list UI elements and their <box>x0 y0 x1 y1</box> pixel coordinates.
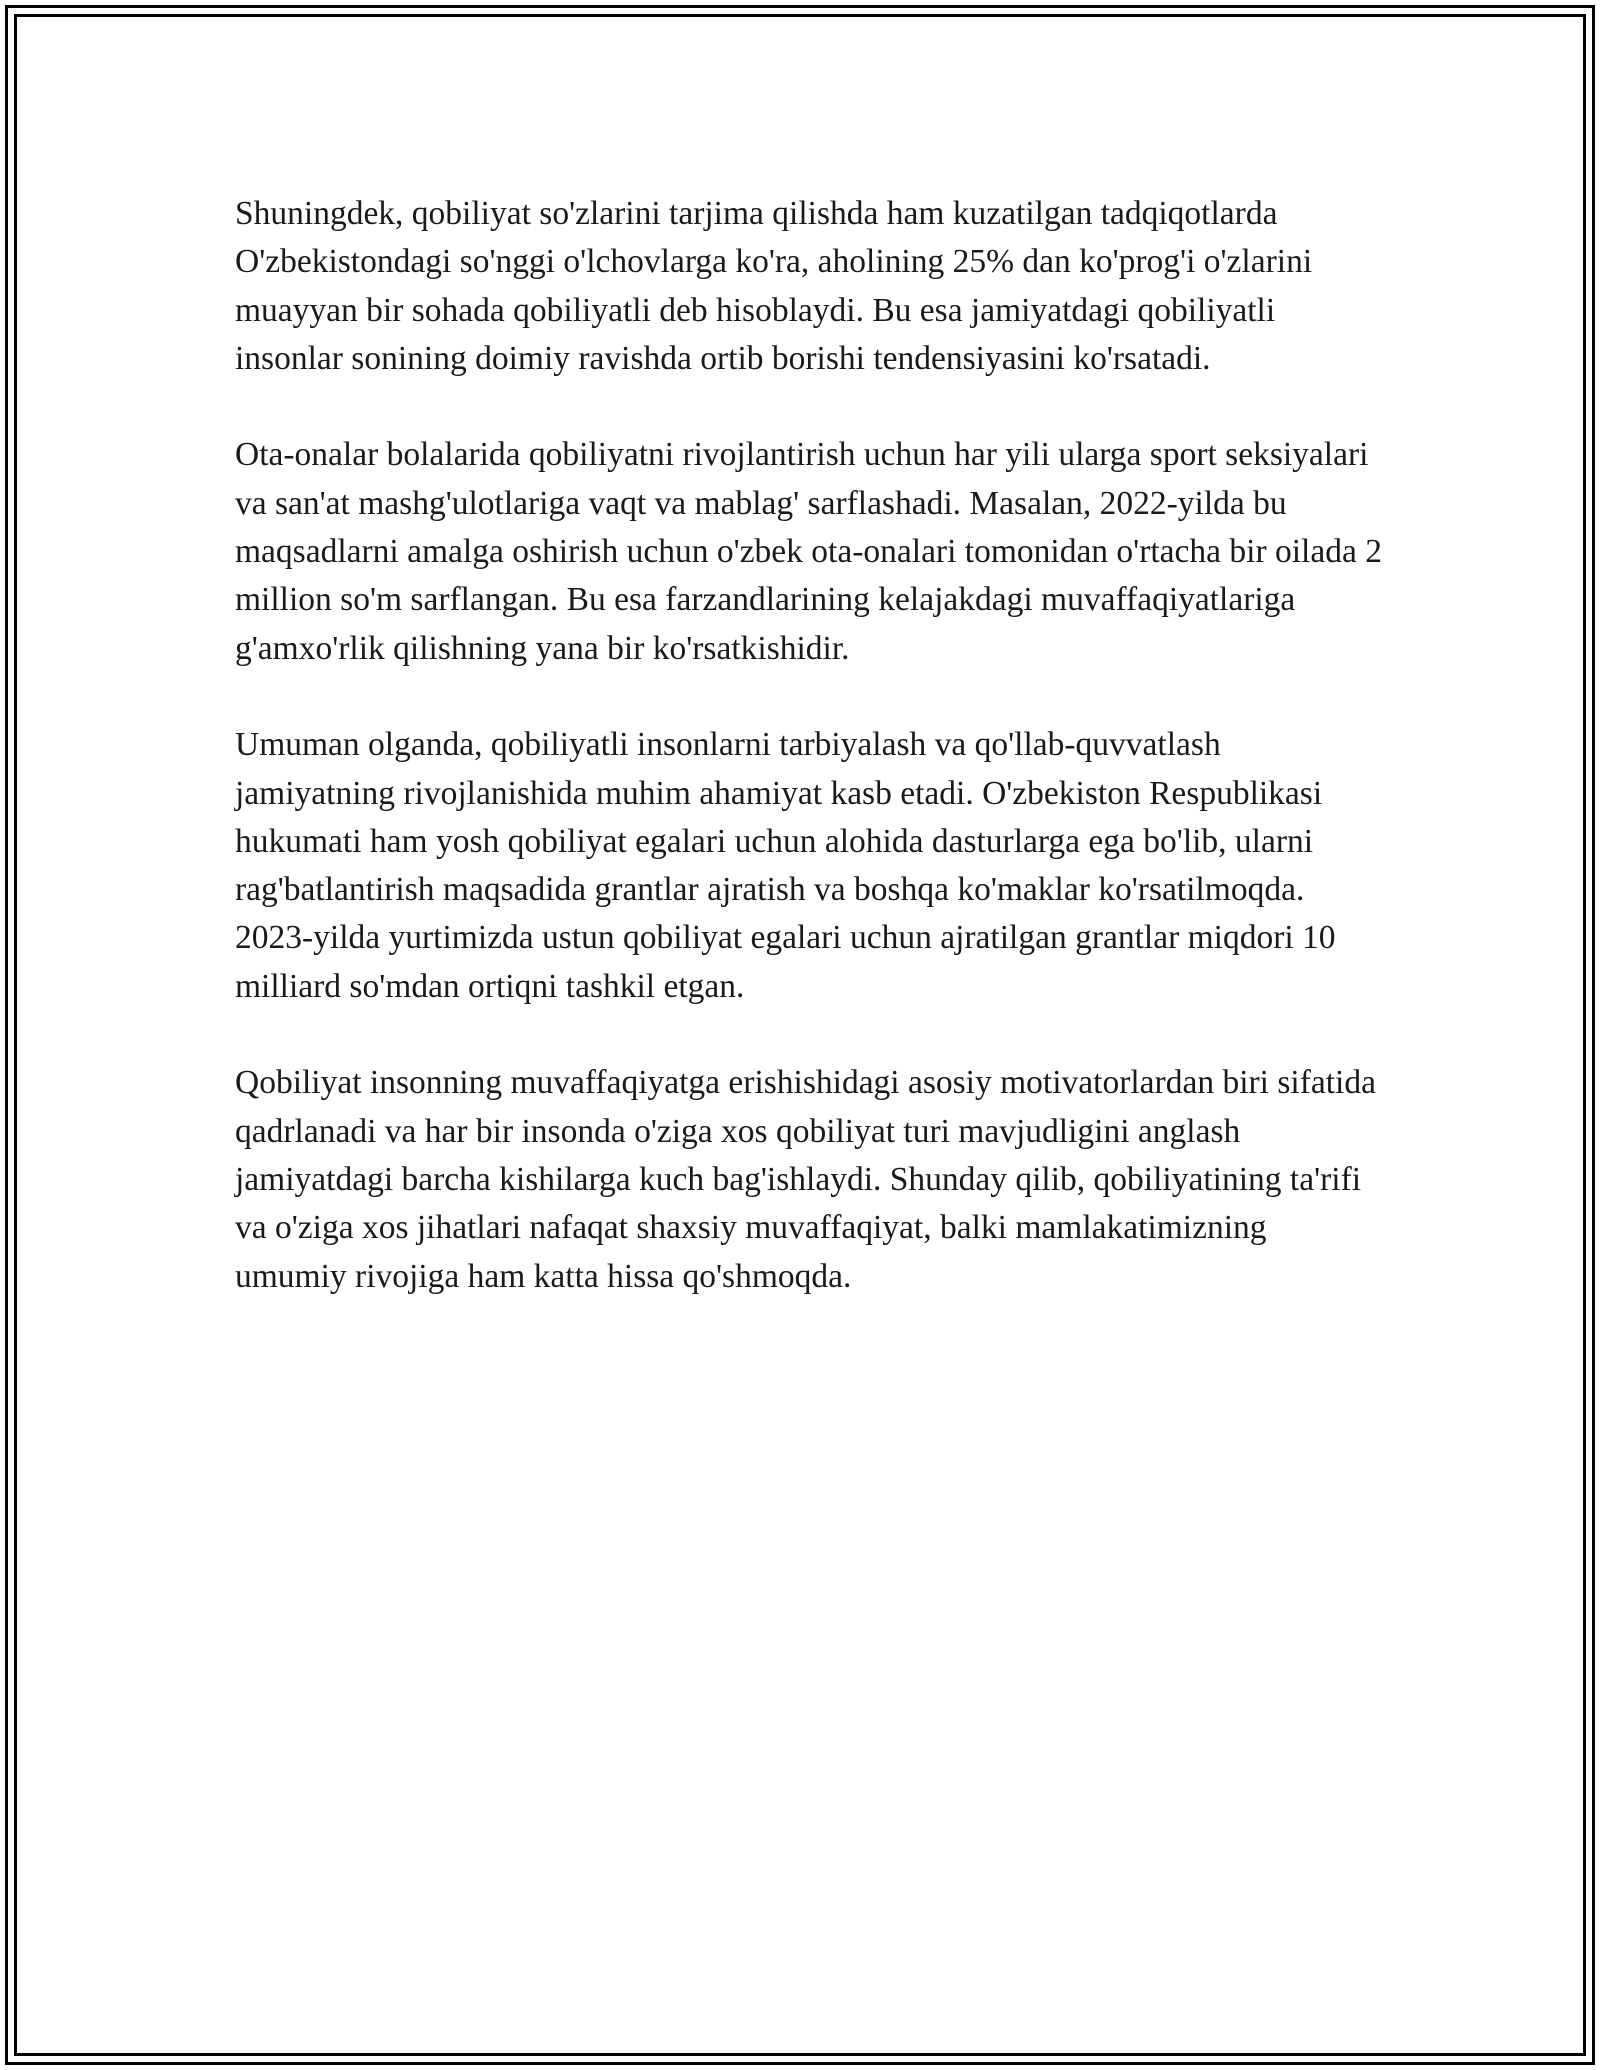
paragraph-4: Qobiliyat insonning muvaffaqiyatga erishishidagi asosiy motivatorlardan biri sifatida qadrlanadi va har bir insonda o'ziga xos qobiliyat turi mavjudligini anglash jamiyatdagi barcha kishilarga kuch bag'ishlaydi. Shunday qilib, qobiliyatining ta'rifi va o'ziga xos jihatlari nafaqat shaxsiy muvaffaqiyat, balki mamlakatimizning umumiy rivojiga ham katta hissa qo'shmoqda. <box>235 1064 1376 1295</box>
paragraph-3: Umuman olganda, qobiliyatli insonlarni tarbiyalash va qo'llab-quvvatlash jamiyatning rivojlanishida muhim ahamiyat kasb etadi. O'zbekiston Respublikasi hukumati ham yosh qobiliyat egalari uchun alohida dasturlarga ega bo'lib, ularni rag'batlantirish maqsadida grantlar ajratish va boshqa ko'maklar ko'rsatilmoqda. 2023-yilda yurtimizda ustun qobiliyat egalari uchun ajratilgan grantlar miqdori 10 milliard so'mdan ortiqni tashkil etgan. <box>235 726 1336 1005</box>
paragraph-1: Shuningdek, qobiliyat so'zlarini tarjima qilishda ham kuzatilgan tadqiqotlarda O'zbekistondagi so'nggi o'lchovlarga ko'ra, aholining 25% dan ko'prog'i o'zlarini muayyan bir sohada qobiliyatli deb hisoblaydi. Bu esa jamiyatdagi qobiliyatli insonlar sonining doimiy ravishda ortib borishi tendensiyasini ko'rsatadi. <box>235 195 1313 377</box>
paragraph-2: Ota-onalar bolalarida qobiliyatni rivojlantirish uchun har yili ularga sport seksiyalari va san'at mashg'ulotlariga vaqt va mablag' sarflashadi. Masalan, 2022-yilda bu maqsadlarni amalga oshirish uchun o'zbek ota-onalari tomonidan o'rtacha bir oilada 2 million so'm sarflangan. Bu esa farzandlarining kelajakdagi muvaffaqiyatlariga g'amxo'rlik qilishning yana bir ko'rsatkishidir. <box>235 436 1382 667</box>
document-body <box>235 190 1385 1349</box>
